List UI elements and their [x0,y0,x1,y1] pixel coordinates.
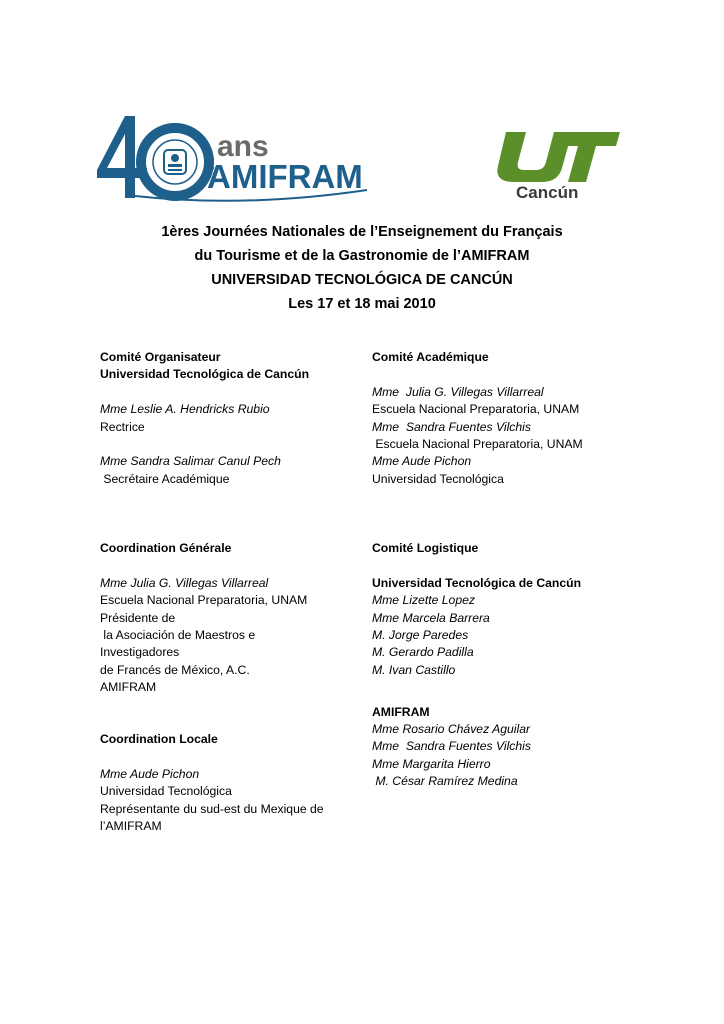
organisateur-person-2-role: Secrétaire Académique [100,471,230,486]
logistique-heading: Comité Logistique [372,541,479,555]
generale-line: de Francés de México, A.C. [100,662,250,677]
academique-person-2-name: Mme Sandra Fuentes Vilchis [372,419,531,434]
locale-line: l’AMIFRAM [100,818,162,833]
organisateur-person-1-name: Mme Leslie A. Hendricks Rubio [100,402,270,417]
ut-cancun-logo [492,130,622,202]
amifram-members-heading: AMIFRAM [372,704,430,719]
svg-text:AMIFRAM: AMIFRAM [207,158,363,195]
academique-person-1-institution: Escuela Nacional Preparatoria, UNAM [372,402,580,417]
locale-line: Universidad Tecnológica [100,784,232,799]
logistique-member: Mme Lizette Lopez [372,593,475,608]
organisateur-heading: Comité Organisateur [100,350,221,364]
generale-line: AMIFRAM [100,680,157,695]
coordination-generale-section [100,540,307,697]
svg-text:Cancún: Cancún [516,183,579,202]
generale-line: Investigadores [100,645,180,660]
comite-logistique-section [372,540,581,790]
title-line-4: Les 17 et 18 mai 2010 [288,296,436,312]
organisateur-person-1-role: Rectrice [100,419,145,434]
title-line-1: 1ères Journées Nationales de l’Enseignement du Français [161,224,563,240]
amifram-member: Mme Margarita Hierro [372,756,491,771]
logistique-institution: Universidad Tecnológica de Cancún [372,575,582,590]
generale-name: Mme Julia G. Villegas Villarreal [100,575,269,590]
generale-heading: Coordination Générale [100,541,232,555]
title-line-2: du Tourisme et de la Gastronomie de l’AMIFRAM [194,248,530,264]
academique-person-3-name: Mme Aude Pichon [372,454,472,469]
svg-text:ans: ans [217,130,269,163]
coordination-locale-section [100,731,324,835]
academique-heading: Comité Académique [372,350,489,364]
amifram-40-logo [95,112,370,204]
generale-line: Présidente de [100,610,176,625]
generale-line: la Asociación de Maestros e [100,627,256,642]
amifram-member: M. César Ramírez Medina [372,774,518,789]
organisateur-person-2-name: Mme Sandra Salimar Canul Pech [100,454,281,469]
locale-line: Représentante du sud-est du Mexique de [100,801,324,816]
title-line-3: UNIVERSIDAD TECNOLÓGICA DE CANCÚN [211,272,513,288]
locale-name: Mme Aude Pichon [100,766,200,781]
locale-heading: Coordination Locale [100,732,218,746]
logistique-member: M. Jorge Paredes [372,627,469,642]
amifram-member: Mme Rosario Chávez Aguilar [372,721,531,736]
conference-title [0,220,724,316]
academique-person-2-institution: Escuela Nacional Preparatoria, UNAM [372,436,583,451]
logistique-member: M. Gerardo Padilla [372,645,474,660]
logistique-member: Mme Marcela Barrera [372,610,490,625]
generale-line: Escuela Nacional Preparatoria, UNAM [100,593,308,608]
academique-person-3-institution: Universidad Tecnológica [372,471,504,486]
organisateur-institution: Universidad Tecnológica de Cancún [100,367,310,382]
academique-person-1-name: Mme Julia G. Villegas Villarreal [372,384,544,399]
amifram-member: Mme Sandra Fuentes Vilchis [372,739,531,754]
logistique-member: M. Ivan Castillo [372,662,456,677]
comite-academique-section [372,349,583,488]
comite-organisateur-section [100,349,309,488]
